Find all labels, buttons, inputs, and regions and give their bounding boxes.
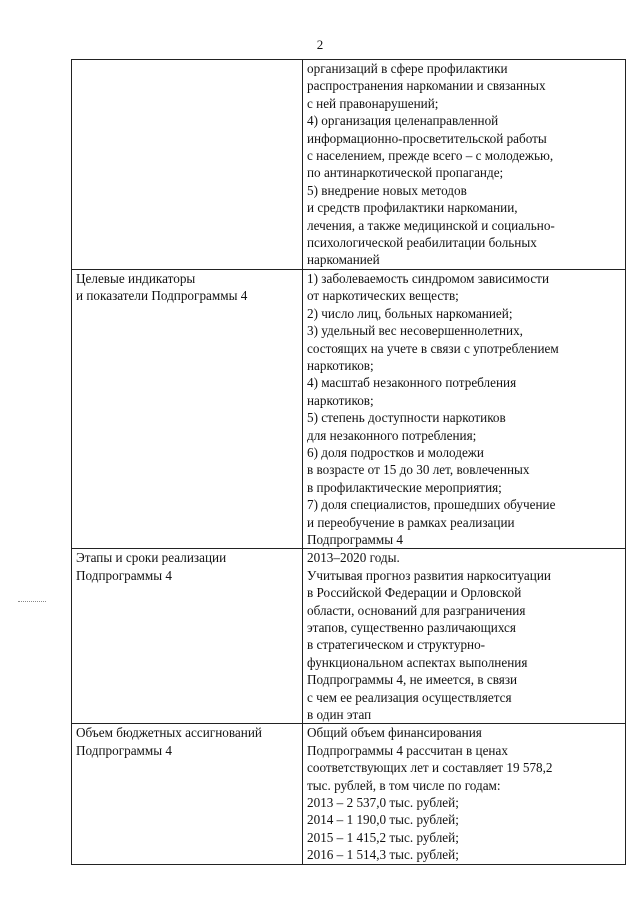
table-row xyxy=(72,269,626,549)
value-line: и средств профилактики наркомании, xyxy=(307,200,518,216)
page-number: 2 xyxy=(316,37,324,52)
value-line: в один этап xyxy=(307,707,372,723)
row-label-cell xyxy=(72,549,303,724)
value-line: психологической реабилитации больных xyxy=(307,235,537,251)
value-line: 6) доля подростков и молодежи xyxy=(307,444,484,460)
row-value-cell xyxy=(303,60,626,270)
value-line: 1) заболеваемость синдромом зависимости xyxy=(307,270,550,286)
value-line: 2016 – 1 514,3 тыс. рублей; xyxy=(307,847,459,863)
value-line: в стратегическом и структурно- xyxy=(307,637,486,653)
value-line: Подпрограммы 4, не имеется, в связи xyxy=(307,672,518,688)
label-line: Подпрограммы 4 xyxy=(76,742,172,758)
value-line: в Российской Федерации и Орловской xyxy=(307,585,522,601)
label-line: Целевые индикаторы xyxy=(76,270,196,286)
value-line: тыс. рублей, в том числе по годам: xyxy=(307,777,501,793)
value-line: от наркотических веществ; xyxy=(307,288,459,304)
row-value-cell xyxy=(303,549,626,724)
value-line: 4) организация целенаправленной xyxy=(307,113,499,129)
value-line: Подпрограммы 4 xyxy=(307,531,403,547)
value-line: для незаконного потребления; xyxy=(307,427,477,443)
row-value-cell xyxy=(303,724,626,864)
value-line: информационно-просветительской работы xyxy=(307,130,547,146)
label-line: и показатели Подпрограммы 4 xyxy=(76,288,248,304)
row-value-cell xyxy=(303,269,626,549)
row-label-cell xyxy=(72,60,303,270)
value-line: 4) масштаб незаконного потребления xyxy=(307,375,517,391)
value-line: с населением, прежде всего – с молодежью, xyxy=(307,148,554,164)
row-label-cell xyxy=(72,724,303,864)
value-line: 2014 – 1 190,0 тыс. рублей; xyxy=(307,812,459,828)
value-line: функциональном аспектах выполнения xyxy=(307,654,528,670)
label-line: Этапы и сроки реализации xyxy=(76,550,227,566)
value-line: в профилактические мероприятия; xyxy=(307,479,502,495)
value-line: распространения наркомании и связанных xyxy=(307,78,546,94)
value-line: и переобучение в рамках реализации xyxy=(307,514,515,530)
margin-mark xyxy=(18,601,46,602)
value-line: 7) доля специалистов, прошедших обучение xyxy=(307,497,556,513)
value-line: соответствующих лет и составляет 19 578,2 xyxy=(307,760,553,776)
value-line: лечения, а также медицинской и социально- xyxy=(307,217,555,233)
value-line: наркотиков; xyxy=(307,392,374,408)
value-line: с ней правонарушений; xyxy=(307,95,439,111)
value-line: наркотиков; xyxy=(307,357,374,373)
label-line: Объем бюджетных ассигнований xyxy=(76,725,262,741)
row-label-cell xyxy=(72,269,303,549)
value-line: Общий объем финансирования xyxy=(307,725,482,741)
value-line: 5) внедрение новых методов xyxy=(307,182,467,198)
table-row xyxy=(72,60,626,270)
value-line: 2) число лиц, больных наркоманией; xyxy=(307,305,513,321)
value-line: наркоманией xyxy=(307,252,380,268)
value-line: этапов, существенно различающихся xyxy=(307,620,516,635)
value-line: 2015 – 1 415,2 тыс. рублей; xyxy=(307,829,459,845)
value-line: Учитывая прогноз развития наркоситуации xyxy=(307,567,551,583)
value-line: с чем ее реализация осуществляется xyxy=(307,689,512,705)
value-line: 3) удельный вес несовершеннолетних, xyxy=(307,323,523,339)
value-line: организаций в сфере профилактики xyxy=(307,61,508,76)
value-line: 2013–2020 годы. xyxy=(307,550,400,566)
label-line: Подпрограммы 4 xyxy=(76,567,172,583)
value-line: области, оснований для разграничения xyxy=(307,602,526,618)
value-line: 5) степень доступности наркотиков xyxy=(307,410,506,426)
subprogram-passport-table xyxy=(71,59,626,865)
table-row xyxy=(72,724,626,864)
table-body xyxy=(72,60,626,865)
table-row xyxy=(72,549,626,724)
value-line: Подпрограммы 4 рассчитан в ценах xyxy=(307,742,508,758)
value-line: состоящих на учете в связи с употреблением xyxy=(307,340,559,356)
value-line: в возрасте от 15 до 30 лет, вовлеченных xyxy=(307,462,530,478)
value-line: 2013 – 2 537,0 тыс. рублей; xyxy=(307,795,459,811)
value-line: по антинаркотической пропаганде; xyxy=(307,165,504,181)
